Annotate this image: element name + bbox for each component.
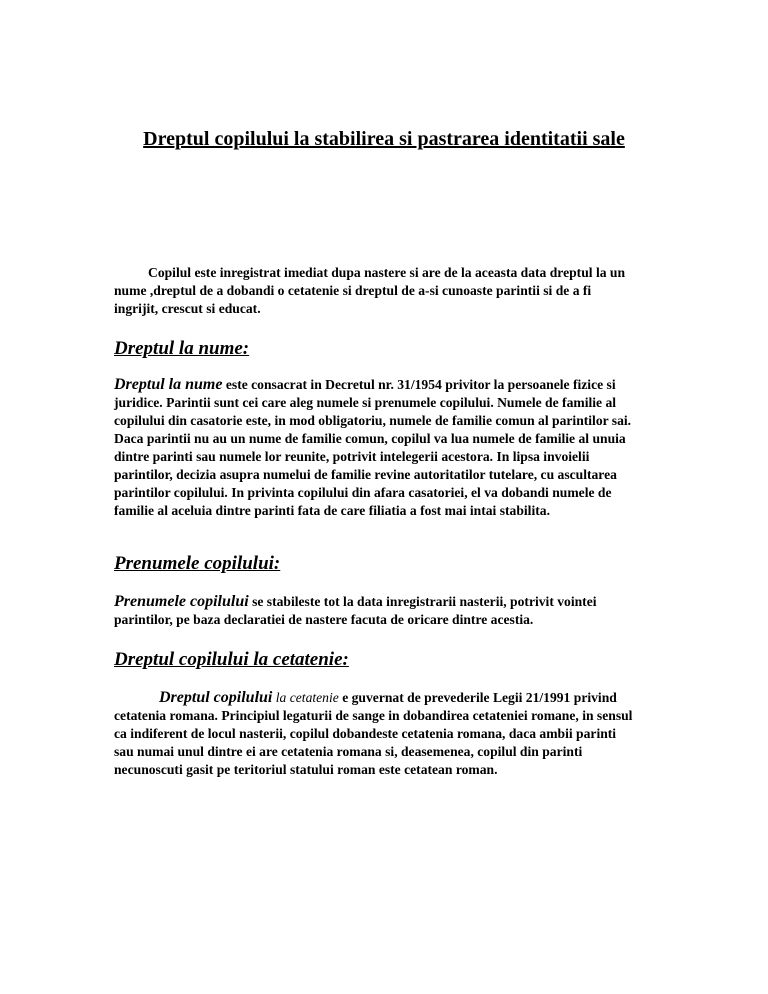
section-paragraph-nume — [114, 376, 634, 520]
section-body-nume: este consacrat in Decretul nr. 31/1954 privitor la persoanele fizice si juridice. Parintii sunt cei care aleg numele si prenumele copilului. Numele de familie al copilului din casatorie este, in mod obligatoriu, numele de familie comun al parintilor sai. Daca parintii nu au un nume de familie comun, copilul va lua numele de familie al unuia dintre parinti sau numele lor reunite, potrivit intelegerii acestora. In lipsa invoielii parintilor, decizia asupra numelui de familie revine autoritatilor tutelare, cu ascultarea parintilor copilului. In privinta copilului din afara casatoriei, el va dobandi numele de familie al aceluia dintre parinti fata de care filiatia a fost mai intai stabilita. — [114, 377, 632, 518]
document-title: Dreptul copilului la stabilirea si pastrarea identitatii sale — [143, 128, 625, 150]
section-body-cetatenie: e guvernat de prevederile Legii 21/1991 privind cetatenia romana. Principiul legaturii de sange in dobandirea cetateniei romane, in sensul ca indiferent de locul nasterii, copilul dobandeste cetatenia romana, daca ambii parinti sau numai unul dintre ei are cetatenia romana si, deasemenea, copilul din parinti necunoscuti gasit pe teritoriul statului roman este cetatean roman. — [114, 690, 633, 777]
section-lead-cetatenie: Dreptul copilului — [159, 689, 273, 706]
intro-paragraph — [114, 264, 634, 318]
intro-text: Copilul este inregistrat imediat dupa nastere si are de la aceasta data dreptul la un nume ,dreptul de a dobandi o cetatenie si dreptul de a-si cunoaste parintii si de a fi ingrijit, crescut si educat. — [114, 265, 626, 316]
section-lead-prenume: Prenumele copilului — [114, 593, 249, 610]
section-paragraph-cetatenie — [114, 689, 634, 779]
section-lead-nume: Dreptul la nume — [114, 376, 223, 393]
section-heading-cetatenie: Dreptul copilului la cetatenie: — [114, 649, 349, 670]
section-heading-nume: Dreptul la nume: — [114, 338, 250, 359]
section-body-prenume: se stabileste tot la data inregistrarii nasterii, potrivit vointei parintilor, pe baza declaratiei de nastere facuta de oricare dintre acestia. — [114, 594, 597, 627]
section-paragraph-prenume — [114, 593, 634, 629]
section-heading-prenume: Prenumele copilului: — [114, 553, 281, 574]
section-lead-italic-cetatenie: la cetatenie — [272, 690, 339, 705]
